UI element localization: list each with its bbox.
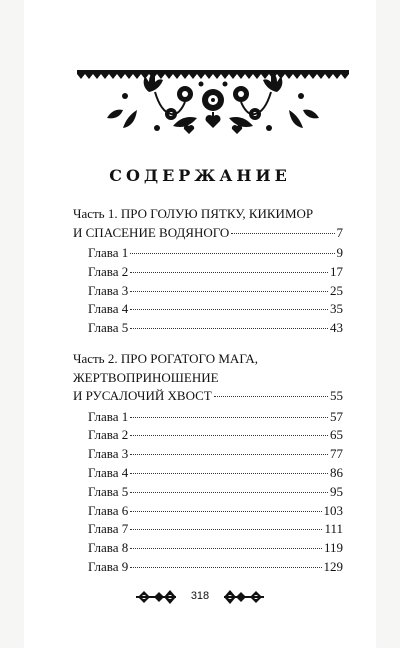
part-entry [73,387,343,405]
leader-dots [130,529,322,530]
chapter-label: Глава 1 [88,408,129,424]
part-title-line: И СПАСЕНИЕ ВОДЯНОГО [73,224,230,240]
leader-dots [130,492,328,493]
chapter-label: Глава 8 [88,540,129,556]
leader-dots [231,233,334,234]
page-ref: 119 [323,540,343,556]
chapter-label: Глава 5 [88,483,129,499]
leader-dots [130,435,328,436]
page-ref: 86 [330,464,343,480]
chapter-entry [88,408,343,426]
chapter-entry [88,520,343,538]
page-ref: 25 [330,282,343,298]
chapter-label: Глава 1 [88,245,129,260]
chapter-entry [88,263,343,281]
page-ref: 129 [323,558,343,574]
page-ref: 17 [330,263,343,279]
chapter-label: Глава 3 [88,282,129,298]
page-number: 318 [190,590,210,602]
page-ref: 111 [324,521,343,537]
page-ref: 55 [330,388,343,403]
part-title-line: ЖЕРТВОПРИНОШЕНИЕ [73,369,219,385]
chapter-label: Глава 5 [88,320,129,336]
part-title-line: Часть 1. ПРО ГОЛУЮ ПЯТКУ, КИКИМОР [73,206,314,221]
folk-floral-ornament-icon [77,70,349,142]
leader-dots [130,548,322,549]
chapter-entry [88,445,343,463]
page-ref: 9 [336,245,343,260]
page-ref: 95 [330,483,343,499]
leader-dots [130,567,321,568]
page-ref: 43 [330,320,343,336]
part-entry [73,224,343,242]
chapter-label: Глава 2 [88,263,129,279]
chapter-entry [88,502,343,520]
chapter-label: Глава 4 [88,301,129,317]
page-ref: 57 [330,408,343,424]
chapter-entry [88,282,343,300]
leader-dots [130,473,328,474]
page-ref: 77 [330,446,343,462]
leader-dots [130,454,328,455]
page-title: СОДЕРЖАНИЕ [109,166,291,185]
leader-dots [130,328,328,329]
chapter-entry [88,319,343,337]
chapter-entry [88,244,343,262]
chapter-label: Глава 3 [88,446,129,462]
part-title-line: Часть 2. ПРО РОГАТОГО МАГА, [73,351,259,366]
chapter-entry [88,426,343,444]
page-ref: 103 [323,502,343,518]
leader-dots [130,417,328,418]
page-ref: 7 [336,224,343,240]
leader-dots [130,253,334,254]
chapter-entry [88,300,343,318]
chapter-label: Глава 7 [88,521,129,537]
chapter-entry [88,558,343,576]
chapter-label: Глава 6 [88,502,129,518]
leader-dots [130,309,328,310]
page-ref: 35 [330,301,343,317]
chapter-label: Глава 9 [88,558,129,574]
leader-dots [214,396,328,397]
page-ref: 65 [330,427,343,443]
chapter-label: Глава 4 [88,464,129,480]
chapter-entry [88,539,343,557]
leader-dots [130,511,321,512]
chapter-entry [88,464,343,482]
chapter-entry [88,483,343,501]
leader-dots [130,272,328,273]
part-title-line: И РУСАЛОЧИЙ ХВОСТ [73,388,212,403]
chapter-label: Глава 2 [88,427,129,443]
leader-dots [130,291,328,292]
